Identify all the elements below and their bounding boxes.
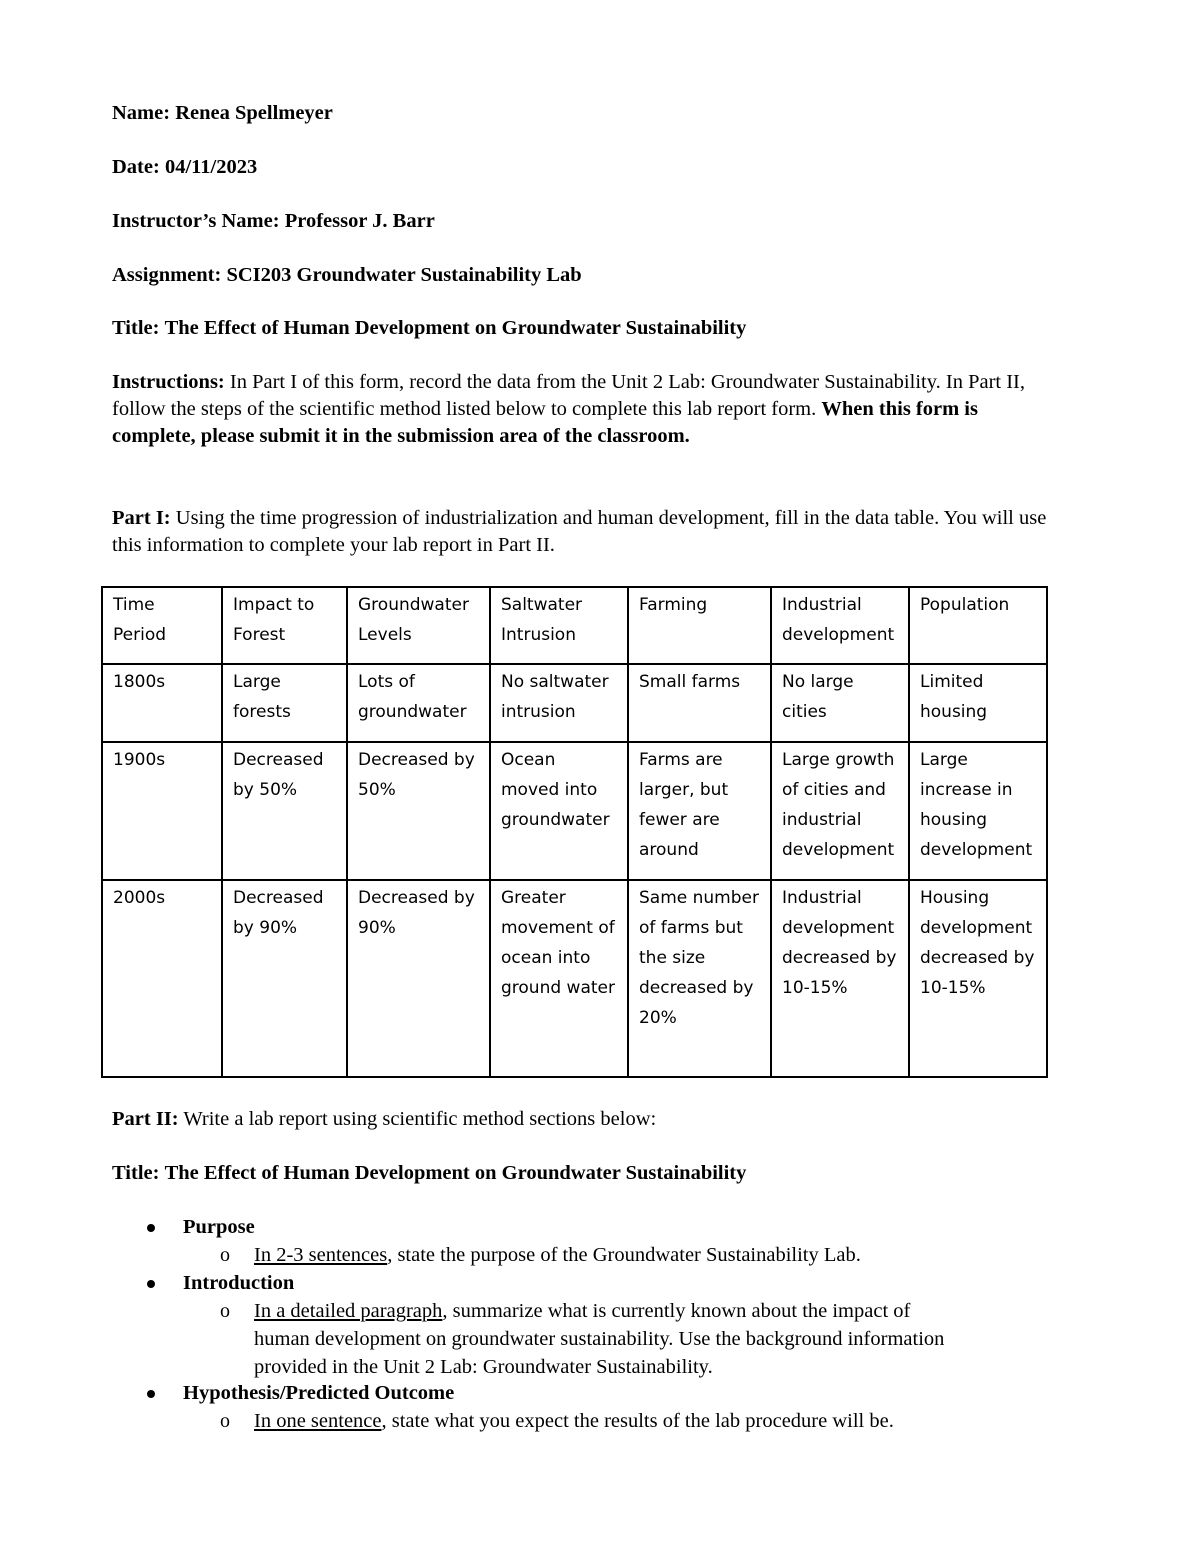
table-cell: No large cities (771, 664, 909, 742)
table-cell: Limited housing (909, 664, 1047, 742)
instructor-label: Instructor’s Name: (112, 210, 280, 232)
header-cell: Industrial development (771, 587, 909, 664)
table-cell: Large increase in housing development (909, 742, 1047, 880)
table-cell: 1800s (102, 664, 222, 742)
table-cell: 1900s (102, 742, 222, 880)
introduction-heading: Introduction (183, 1272, 295, 1294)
part1-text: Using the time progression of industrialization and human development, fill in the data table. You will use this information to complete your lab report in Part II. (112, 507, 1047, 556)
part2-title-label: Title: (112, 1162, 160, 1184)
introduction-rest: , summarize what is currently known about the impact of (442, 1300, 911, 1322)
table-cell: Decreased by 50% (347, 742, 490, 880)
hypothesis-heading: Hypothesis/Predicted Outcome (183, 1382, 455, 1404)
title-line (112, 315, 746, 342)
hypothesis-rest: , state what you expect the results of the lab procedure will be. (381, 1410, 894, 1432)
table-cell: Large forests (222, 664, 347, 742)
date-value: 04/11/2023 (164, 156, 258, 178)
assignment-value: SCI203 Groundwater Sustainability Lab (226, 264, 582, 286)
instructions-text: In Part I of this form, record the data from the Unit 2 Lab: Groundwater Sustainability. In Part II, follow the steps of the scientific method listed below to complete this lab report form. (112, 371, 1026, 420)
assignment-label: Assignment: (112, 264, 222, 286)
header-cell: Saltwater Intrusion (490, 587, 628, 664)
table-cell: Farms are larger, but fewer are around (628, 742, 771, 880)
table-cell: Lots of groundwater (347, 664, 490, 742)
table-cell: Large growth of cities and industrial development (771, 742, 909, 880)
table-cell: Small farms (628, 664, 771, 742)
instructions-paragraph (112, 369, 1062, 450)
hypothesis-instruction (254, 1408, 894, 1435)
part2-line (112, 1106, 656, 1133)
introduction-line2: human development on groundwater sustainability. Use the background information (254, 1328, 945, 1350)
table-row (102, 880, 1047, 1077)
introduction-underlined: In a detailed paragraph (254, 1300, 443, 1322)
table-cell: Greater movement of ocean into ground water (490, 880, 628, 1077)
table-cell: No saltwater intrusion (490, 664, 628, 742)
date-line (112, 154, 257, 181)
part2-title-line (112, 1160, 746, 1187)
table-cell: Industrial development decreased by 10-15% (771, 880, 909, 1077)
sub-bullet-icon: o (220, 1244, 230, 1266)
part1-label: Part I: (112, 507, 171, 529)
table-row (102, 664, 1047, 742)
table-cell: Decreased by 90% (347, 880, 490, 1077)
purpose-instruction (254, 1242, 861, 1269)
header-cell: Population (909, 587, 1047, 664)
date-label: Date: (112, 156, 160, 178)
table-row (102, 742, 1047, 880)
assignment-line (112, 262, 582, 289)
bullet-icon (147, 1280, 155, 1288)
table-cell: 2000s (102, 880, 222, 1077)
instructions-label: Instructions: (112, 371, 225, 393)
purpose-rest: , state the purpose of the Groundwater Sustainability Lab. (387, 1244, 861, 1266)
instructor-line (112, 208, 435, 235)
title-label: Title: (112, 317, 160, 339)
instructor-value: Professor J. Barr (284, 210, 435, 232)
part2-text: Write a lab report using scientific method sections below: (183, 1108, 657, 1130)
name-value: Renea Spellmeyer (175, 102, 333, 124)
header-cell: Time Period (102, 587, 222, 664)
name-label: Name: (112, 102, 171, 124)
header-cell: Groundwater Levels (347, 587, 490, 664)
header-cell: Farming (628, 587, 771, 664)
part2-title-value: The Effect of Human Development on Groundwater Sustainability (164, 1162, 747, 1184)
purpose-heading: Purpose (183, 1216, 255, 1238)
part1-paragraph (112, 505, 1062, 559)
purpose-underlined: In 2-3 sentences (254, 1244, 388, 1266)
table-cell: Housing development decreased by 10-15% (909, 880, 1047, 1077)
name-line (112, 100, 333, 127)
sub-bullet-icon: o (220, 1410, 230, 1432)
table-cell: Decreased by 50% (222, 742, 347, 880)
introduction-instruction (254, 1298, 910, 1325)
table-cell: Decreased by 90% (222, 880, 347, 1077)
table-header-row (102, 587, 1047, 664)
instructions-bold-text: When this form is complete, please submit it in the submission area of the classroom. (112, 398, 978, 447)
bullet-icon (147, 1390, 155, 1398)
table-cell: Ocean moved into groundwater (490, 742, 628, 880)
data-table (101, 586, 1048, 1078)
bullet-icon (147, 1224, 155, 1232)
introduction-line3: provided in the Unit 2 Lab: Groundwater Sustainability. (254, 1356, 713, 1378)
hypothesis-underlined: In one sentence (254, 1410, 382, 1432)
part2-label: Part II: (112, 1108, 179, 1130)
sub-bullet-icon: o (220, 1300, 230, 1322)
table-cell: Same number of farms but the size decreased by 20% (628, 880, 771, 1077)
title-value: The Effect of Human Development on Groundwater Sustainability (164, 317, 747, 339)
header-cell: Impact to Forest (222, 587, 347, 664)
